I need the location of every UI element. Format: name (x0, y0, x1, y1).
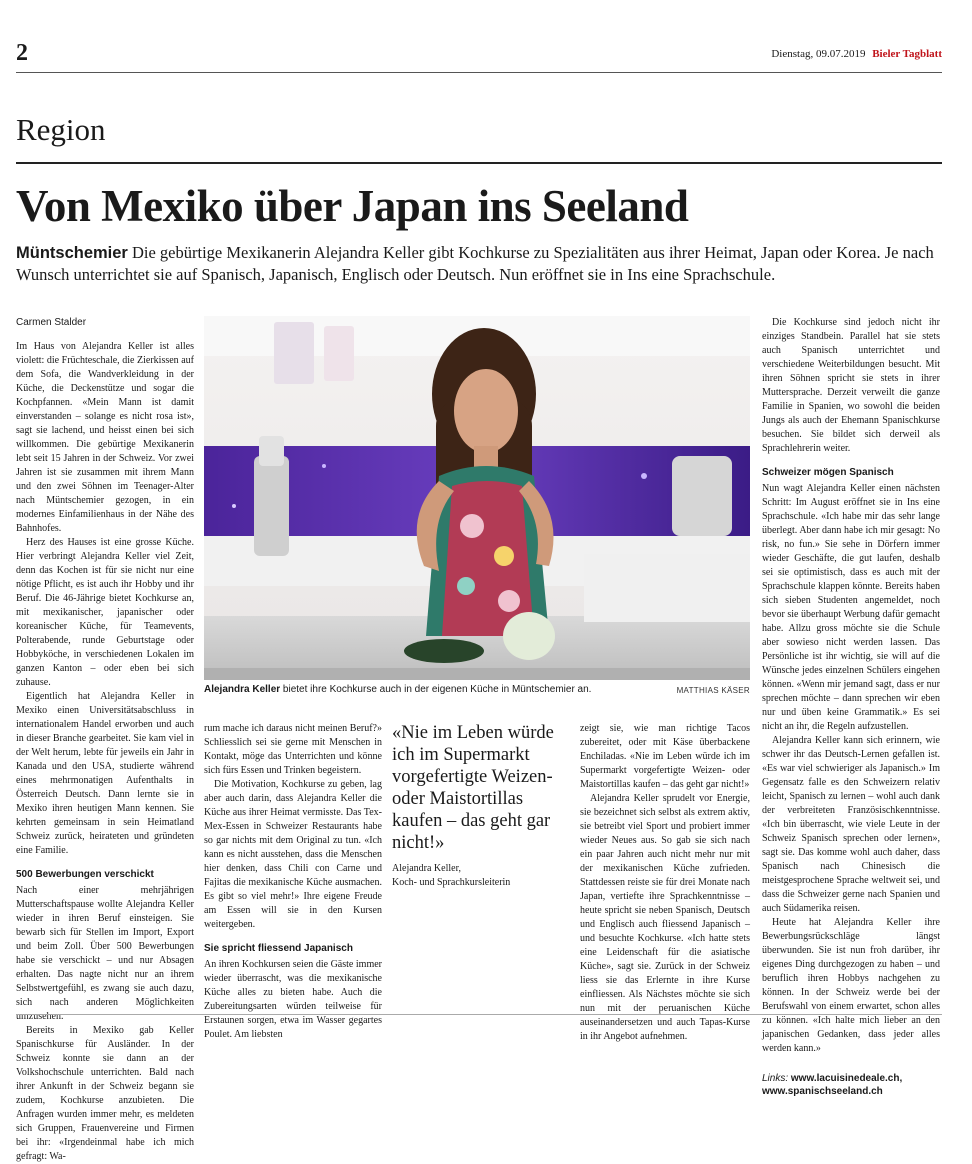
pull-quote-name: Alejandra Keller, (392, 863, 462, 874)
paragraph: Im Haus von Alejandra Keller ist alles violett: die Früchteschale, die Zierkissen auf dem Sofa, die Wandverkleidung in der Küche, die Deckenstütze und sogar die Kochpfannen. «Mein Mann ist damit einverstanden – solange es nicht rosa ist», sagt sie lachend, und heisst einen bei sich willkommen. Die gebürtige Mexikanerin lebt seit 15 Jahren in der Schweiz. Vor zwei Jahren ist sie zusammen mit ihrem Mann und den zwei Söhnen im Teenager-Alter nach Müntschemier gezogen, in ein modernes Einfamilienhaus in der Nähe des Bahnhofes. (16, 341, 194, 534)
paragraph: Die Kochkurse sind jedoch nicht ihr einziges Standbein. Parallel hat sie stets auch Spanisch unterrichtet und verschiedene Weiterbildungen besucht. Mit ihren Söhnen spricht sie stets in ihrer Muttersprache. Derzeit verweilt die ganze Familie in Spanien, wo sowohl die beiden Jungs als auch der Ehemann Spanischkurse besuchen. Sie bildet sich derweil als Sprachlehrerin weiter. (762, 317, 940, 454)
paragraph: Herz des Hauses ist eine grosse Küche. Hier verbringt Alejandra Keller viel Zeit, denn das Kochen ist für sie nicht nur eine nötige Pflicht, es ist auch ihr Hobby und ihr Beruf. Die 46-Jährige bietet Kochkurse an, mit mexikanischer, japanischer oder koreanischer Küche, für Teamevents, Polterabende, runde Geburtstage oder Hobbyköche, in verschiedenen Lokalen im ganzen Kanton – oder eben bei sich zuhause. (16, 537, 194, 688)
section-title: Region (16, 112, 106, 147)
header-rule (16, 72, 942, 73)
newspaper-name: Bieler Tagblatt (872, 48, 942, 60)
paragraph: Heute hat Alejandra Keller ihre Bewerbungsrückschläge längst überwunden. Sie ist nun froh darüber, ihr eigenes Ding durchgezogen zu haben – und beruflich ihren Hobbys nachgehen zu können. In der Schweiz werde bei der Berufswahl von einem erwartet, schon alles zu können. «Ich halte mich lieber an den japanischen Gedanken, dass jeder alles werden kann.» (762, 917, 940, 1054)
article-links (762, 1072, 940, 1098)
page-number: 2 (16, 40, 28, 66)
pull-quote-text: «Nie im Leben würde ich im Supermarkt vorgefertigte Weizen- oder Maistortillas kaufen – das geht gar nicht!» (392, 723, 554, 853)
subheading: 500 Bewerbungen verschickt (16, 869, 154, 880)
links-label: Links: (762, 1073, 789, 1084)
kitchen-photo-illustration (204, 316, 750, 680)
caption-name: Alejandra Keller (204, 684, 281, 695)
issue-date: Dienstag, 09.07.2019 (771, 48, 866, 60)
link-lacuisinedeale[interactable]: www.lacuisinedeale.ch, (790, 1073, 903, 1084)
link-spanischseeland[interactable]: www.spanischseeland.ch (762, 1086, 883, 1097)
issue-meta (771, 48, 942, 60)
paragraph: Nach einer mehrjährigen Mutterschaftspause wollte Alejandra Keller wieder in ihren Beruf einsteigen. Sie bewarb sich für Stellen im Import, Export und beim Zoll. Über 500 Bewerbungen habe sie verschickt – und nur Absagen erhalten. Das nagte nicht nur an ihrem Selbstwertgefühl, es zwang sie auch dazu, sich nach anderen Möglichkeiten umzusehen. (16, 885, 194, 1022)
pull-quote (392, 722, 570, 890)
author-byline: Carmen Stalder (16, 317, 87, 328)
pull-quote-role: Koch- und Sprachkursleiterin (392, 877, 511, 888)
lead-place: Müntschemier (16, 244, 128, 262)
paragraph: Die Motivation, Kochkurse zu geben, lag aber auch darin, dass Alejandra Keller die Küche aus ihrer Heimat vermisste. Das Tex-Mex-Essen in Schweizer Restaurants habe so gar nichts mit dem Original zu tun. «Ich kann es nicht ausstehen, dass die Menschen hier denken, dass Chili con Carne und Fajitas die mexikanische Küche ausmachen. Es gibt so viel mehr!» Ihre eigene Freude am Essen will sie in den Kursen weitergeben. (204, 779, 382, 930)
paragraph: Nun wagt Alejandra Keller einen nächsten Schritt: Im August eröffnet sie in Ins eine Sprachschule. «Ich habe mir das sehr lange überlegt. Aber dann habe ich mir gesagt: No risk, no fun.» Sie sehe in Dörfern immer wieder Geschäfte, die gut laufen, deshalb sei sie optimistisch, dass es auch mit der Sprachschule klappen könnte. Bereits haben sich sieben Studenten angemeldet, noch bevor sie überhaupt Werbung dafür gemacht habe. Allzu gross möchte sie die Schule aber sowieso nicht werden lassen. Das Persönliche ist ihr wichtig, sie will auf die Wünsche jedes einzelnen Schülers eingehen können. «Wenn mir jemand sagt, dass er nur sprechen möchte – dann sprechen wir eben nur und üben keine Grammatik.» Es sei nicht an ihr, die Regeln aufzustellen. (762, 483, 940, 732)
caption-text: bietet ihre Kochkurse auch in der eigenen Küche in Müntschemier an. (280, 684, 592, 695)
article-lead (16, 242, 946, 285)
column-5 (762, 316, 940, 1098)
subheading: Schweizer mögen Spanisch (762, 467, 894, 478)
photo-caption (204, 684, 750, 695)
subheading: Sie spricht fliessend Japanisch (204, 943, 353, 954)
section-rule (16, 162, 942, 164)
footer-rule (16, 1014, 942, 1015)
pull-quote-attribution (392, 862, 570, 890)
paragraph: zeigt sie, wie man richtige Tacos zubereitet, oder mit Käse überbackene Enchiladas. «Nie im Leben würde ich im Supermarkt vorgefertigte Weizen- oder Maistortillas kaufen – das geht gar nicht!» (580, 723, 750, 790)
article-photo (204, 316, 750, 680)
column-1 (16, 316, 194, 1164)
article-headline: Von Mexiko über Japan ins Seeland (16, 181, 689, 231)
paragraph: Alejandra Keller kann sich erinnern, wie schwer ihr das Deutsch-Lernen gefallen ist. «Es war viel schwieriger als Japanisch.» Im Gegensatz falle es den Schweizern relativ leicht, Spanisch zu lernen – wohl auch dank der verbreiteten Französischkenntnisse. «Ich bin überrascht, wie viele Leute in der Schweiz Spanisch sprechen oder lernen», sagt sie. Das komme wohl auch daher, dass Spanisch nach Chinesisch die meistgesprochene Sprache weltweit sei, und dass die Schweizer gerne nach Spanien und auch Südamerika reisen. (762, 735, 940, 914)
column-2 (204, 722, 382, 1042)
photo-credit: MATTHIAS KÄSER (676, 686, 750, 695)
paragraph: An ihren Kochkursen seien die Gäste immer wieder überrascht, was die mexikanische Küche alles zu bieten habe. Auch die Zubereitungsarten würden teilweise für Erstaunen sorgen, etwa im Wasser gegartes Poulet. Am liebsten (204, 959, 382, 1040)
paragraph: Alejandra Keller sprudelt vor Energie, sie bezeichnet sich selbst als extrem aktiv, sie betreibt viel Sport und probiert immer wieder Neues aus. So gab sie sich nach ein paar Jahren auch nicht mehr nur mit der mexikanischen Küche zufrieden. Stattdessen reiste sie für drei Monate nach Japan, vertiefte ihre Sprachkenntnisse – heute spricht sie neben Spanisch, Deutsch und Englisch auch fliessend Japanisch – und besuchte Kochkurse. «Ich hatte stets eine Leidenschaft für die asiatische Küche», sagt sie. Zurück in der Schweiz liess sie das Erlernte in ihre Kurse einfliessen. Als Nächstes möchte sie sich nun mit der peruanischen Küche auseinandersetzen und auch Tapas-Kurse in ihr Angebot aufnehmen. (580, 793, 750, 1042)
paragraph: Bereits in Mexiko gab Keller Spanischkurse für Ausländer. In der Schweiz konnte sie dann an der Volkshochschule unterrichten. Bald nach ihrer Ankunft in der Schweiz begann sie zudem, Kochkurse anzubieten. Die Anfragen wurden immer mehr, es meldeten sich Gruppen, Frauenvereine und Firmen bei ihr: «Irgendeinmal habe ich mich gefragt: Wa- (16, 1025, 194, 1162)
paragraph: Eigentlich hat Alejandra Keller in Mexiko einen Universitätsabschluss in internationalem Handel erworben und auch in dieser Branche gearbeitet. Sie kam viel in der Welt herum, lebte für jeweils ein Jahr in Kanada und den USA, studierte während eines mehrmonatigen Aufenthalts in Österreich Deutsch. Dann lernte sie in Mexiko ihren heutigen Mann kennen. Sie kehrten gemeinsam in sein Heimatland Schweiz zurück, heirateten und gründeten eine Familie. (16, 691, 194, 856)
lead-text: Die gebürtige Mexikanerin Alejandra Keller gibt Kochkurse zu Spezialitäten aus ihrer Heimat, Japan oder Korea. Je nach Wunsch unterrichtet sie auf Spanisch, Japanisch, Englisch oder Deutsch. Nun eröffnet sie in Ins eine Sprachschule. (16, 243, 934, 284)
paragraph: rum mache ich daraus nicht meinen Beruf?» Schliesslich sei sie gerne mit Menschen in Kontakt, möge das Unterrichten und könne sich fürs Essen und Trinken begeistern. (204, 723, 382, 776)
column-4 (580, 722, 750, 1044)
